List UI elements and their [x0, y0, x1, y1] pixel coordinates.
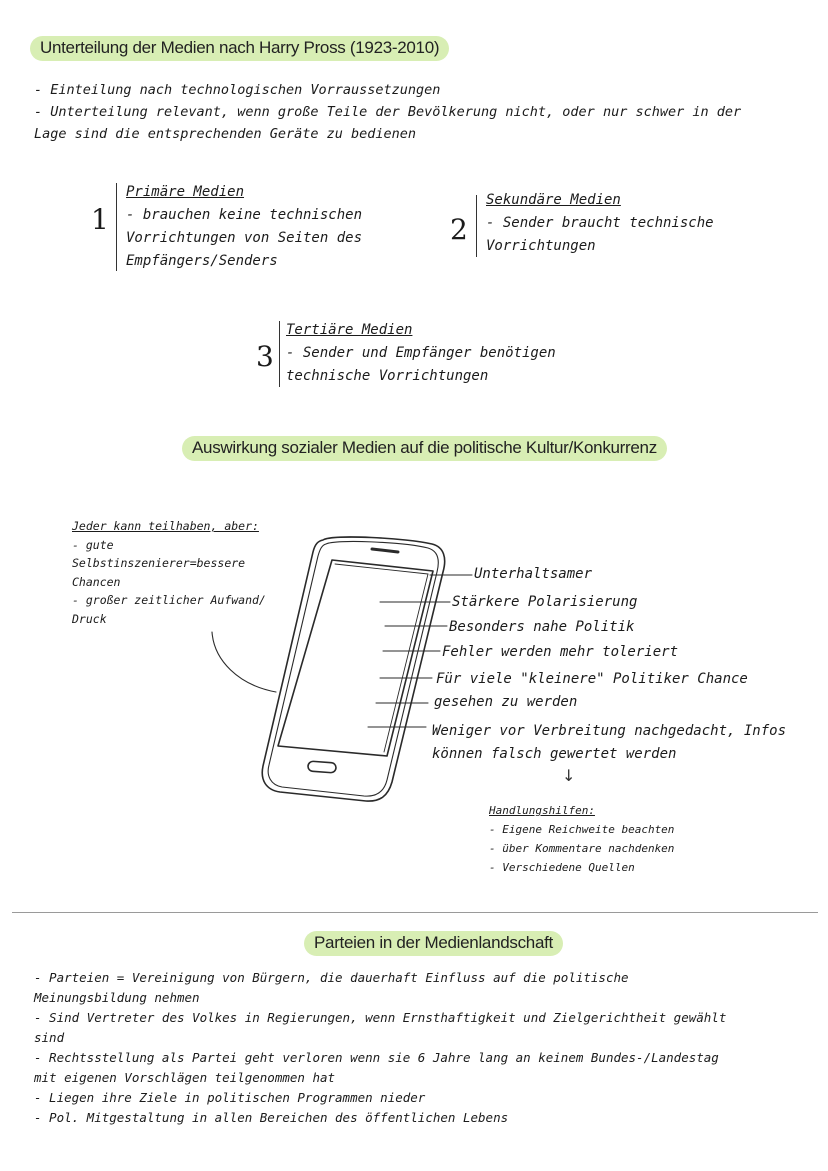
feature-item: Besonders nahe Politik — [449, 619, 635, 635]
medium-number-2: 2 — [450, 213, 468, 246]
section3-heading — [304, 931, 563, 956]
party-line: - Sind Vertreter des Volkes in Regierungen, wenn Ernsthaftigkeit und Zielgerichtheit gewählt — [34, 1010, 727, 1025]
left-note-line: Chancen — [72, 574, 121, 589]
phone-outline — [262, 537, 444, 801]
feature-item: Für viele "kleinere" Politiker Chance — [436, 671, 748, 687]
section1-heading-text: Unterteilung der Medien nach Harry Pross (1923-2010) — [30, 36, 449, 61]
bullet-line: - Einteilung nach technologischen Vorraussetzungen — [34, 82, 441, 98]
left-note-line: - gute — [72, 537, 114, 552]
party-line: - Rechtsstellung als Partei geht verloren wenn sie 6 Jahre lang an keinem Bundes-/Landestag — [34, 1050, 719, 1065]
medium-line: Vorrichtungen — [486, 238, 596, 254]
party-line: mit eigenen Vorschlägen teilgenommen hat — [34, 1070, 336, 1085]
party-line: - Pol. Mitgestaltung in allen Bereichen des öffentlichen Lebens — [34, 1110, 509, 1125]
left-note-line: - großer zeitlicher Aufwand/ — [72, 593, 266, 607]
medium-block-3 — [286, 319, 556, 388]
medium-number-3: 3 — [256, 340, 274, 373]
help-item: - Eigene Reichweite beachten — [489, 823, 675, 836]
party-line: - Liegen ihre Ziele in politischen Programmen nieder — [34, 1090, 426, 1105]
medium-line: - brauchen keine technischen — [126, 207, 363, 223]
party-line: sind — [34, 1030, 65, 1045]
section1-bullets — [34, 79, 741, 145]
section3-heading-text: Parteien in der Medienlandschaft — [304, 931, 563, 956]
medium-number-1: 1 — [91, 203, 109, 236]
medium-title: Tertiäre Medien — [286, 322, 413, 338]
help-block — [489, 801, 674, 877]
medium-divider-1 — [116, 183, 117, 271]
medium-divider-3 — [279, 321, 280, 387]
medium-block-1 — [126, 181, 362, 273]
feature-item: Fehler werden mehr toleriert — [442, 644, 679, 660]
help-item: - Verschiedene Quellen — [489, 861, 635, 874]
medium-block-2 — [486, 189, 714, 258]
party-line: - Parteien = Vereinigung von Bürgern, die dauerhaft Einfluss auf die politische — [34, 970, 629, 985]
medium-line: Vorrichtungen von Seiten des — [126, 230, 363, 246]
left-note-line: Selbstinszenierer=bessere — [72, 556, 246, 570]
help-item: - über Kommentare nachdenken — [489, 842, 675, 855]
home-button — [308, 761, 337, 773]
section3-body — [34, 968, 726, 1128]
note-connector — [212, 632, 276, 692]
medium-line: technische Vorrichtungen — [286, 368, 489, 384]
section2-heading-text: Auswirkung sozialer Medien auf die politische Kultur/Konkurrenz — [182, 436, 667, 461]
section2-heading — [182, 436, 667, 461]
party-line: Meinungsbildung nehmen — [34, 990, 200, 1005]
medium-line: Empfängers/Senders — [126, 253, 278, 269]
feature-item: Unterhaltsamer — [474, 566, 593, 582]
left-note-line: Druck — [72, 611, 107, 626]
feature-item: Weniger vor Verbreitung nachgedacht, Infos — [432, 723, 787, 739]
section1-heading — [30, 36, 449, 61]
bullet-line: Lage sind die entsprechenden Geräte zu bedienen — [34, 126, 417, 142]
section-divider — [12, 912, 818, 913]
feature-item: gesehen zu werden — [434, 694, 578, 710]
medium-title: Primäre Medien — [126, 184, 245, 200]
help-title: Handlungshilfen: — [489, 804, 595, 817]
medium-line: - Sender braucht technische — [486, 215, 714, 231]
medium-title: Sekundäre Medien — [486, 192, 621, 208]
feature-item: können falsch gewertet werden — [432, 746, 677, 762]
medium-line: - Sender und Empfänger benötigen — [286, 345, 556, 361]
bullet-line: - Unterteilung relevant, wenn große Teile der Bevölkerung nicht, oder nur schwer in der — [34, 104, 742, 120]
left-note-title: Jeder kann teilhaben, aber: — [72, 519, 259, 533]
feature-item: Stärkere Polarisierung — [452, 594, 638, 610]
medium-divider-2 — [476, 195, 477, 257]
down-arrow-icon: ↓ — [562, 766, 576, 785]
